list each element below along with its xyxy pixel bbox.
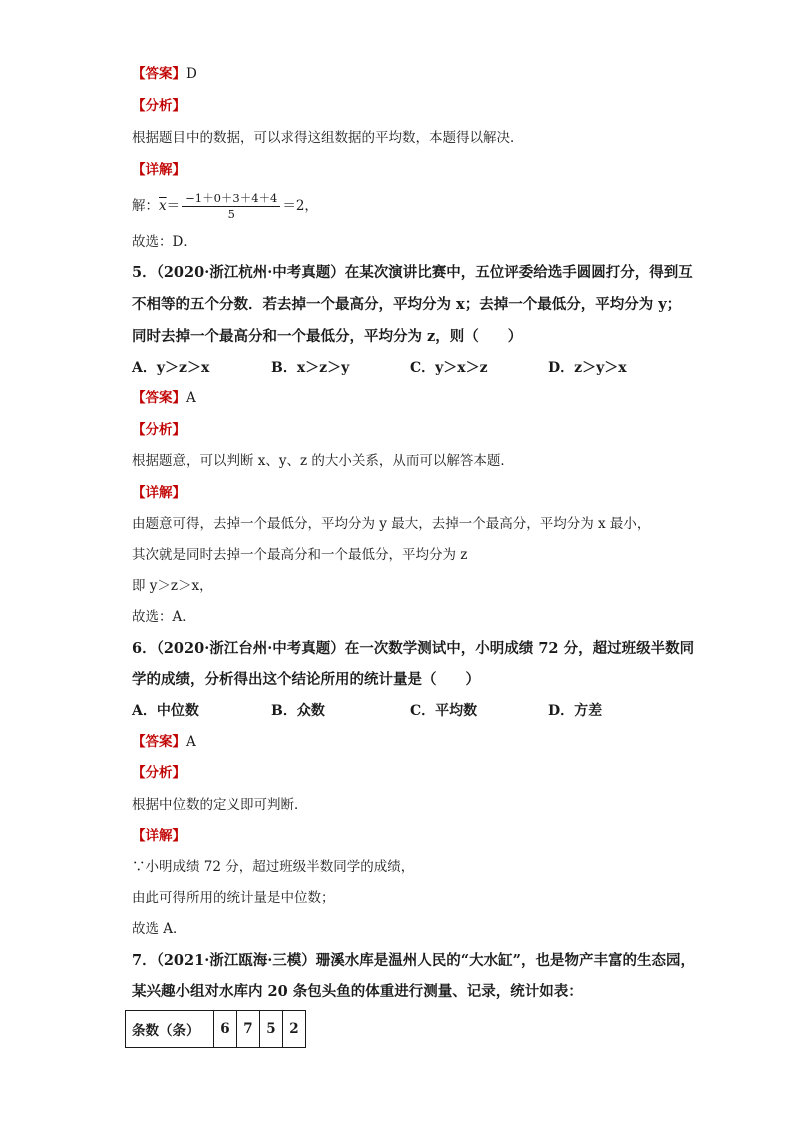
analysis-label: 【分析】 — [132, 422, 186, 438]
fraction-denominator: 5 — [227, 207, 235, 221]
fraction-numerator: −1＋0＋3＋4＋4 — [182, 191, 280, 207]
q5-analysis-text: 根据题意，可以判断 x、y、z 的大小关系，从而可以解答本题． — [132, 453, 514, 469]
table-cell: 6 — [214, 1011, 237, 1048]
q5-detail-line3: 即 y＞z＞x， — [132, 578, 213, 594]
fish-count-table — [125, 1010, 306, 1048]
q6-answer-line — [132, 732, 196, 752]
q6-analysis-label-line — [132, 763, 186, 783]
q5-answer-line — [132, 388, 196, 408]
x-bar-symbol: $\overline{x}$ — [159, 198, 167, 214]
q5-detail-line1: 由题意可得，去掉一个最低分，平均分为 y 最大，去掉一个最高分，平均分为 x 最小， — [132, 516, 651, 532]
q5-option-d: D．z＞y＞x — [548, 360, 627, 376]
answer-label: 【答案】 — [132, 66, 186, 82]
table-cell: 2 — [283, 1011, 306, 1048]
q6-conclusion: 故选 A． — [132, 921, 187, 937]
table-header-cell: 条数（条） — [126, 1011, 214, 1048]
analysis-label: 【分析】 — [132, 765, 186, 781]
solution-prefix: 解： — [132, 198, 159, 214]
q6-option-b: B．众数 — [271, 703, 325, 719]
q5-detail-label-line — [132, 483, 186, 503]
q5-detail-line2: 其次就是同时去掉一个最高分和一个最低分，平均分为 z — [132, 547, 468, 563]
q5-stem-line2: 不相等的五个分数．若去掉一个最高分，平均分为 x；去掉一个最低分，平均分为 y； — [132, 296, 682, 313]
q5-option-b: B．x＞z＞y — [271, 360, 350, 376]
q5-option-c: C．y＞x＞z — [410, 360, 488, 376]
q6-answer-value: A — [186, 734, 196, 750]
table-cell: 7 — [237, 1011, 260, 1048]
q4-detail-label-line — [132, 160, 186, 180]
equals-sign: ＝ — [166, 198, 181, 214]
q5-option-a: A．y＞z＞x — [132, 360, 210, 376]
detail-label: 【详解】 — [132, 485, 186, 501]
q5-stem-line1: 5．（2020·浙江杭州·中考真题）在某次演讲比赛中，五位评委给选手圆圆打分，得到互 — [132, 264, 693, 281]
answer-label: 【答案】 — [132, 390, 186, 406]
q6-stem-line2: 学的成绩，分析得出这个结论所用的统计量是（ ） — [132, 671, 480, 688]
q7-stem-line1: 7．（2021·浙江瓯海·三模）珊溪水库是温州人民的“大水缸”，也是物产丰富的生态园， — [132, 952, 695, 969]
q4-analysis-text: 根据题目中的数据，可以求得这组数据的平均数，本题得以解决． — [132, 130, 524, 146]
q6-stem-line1: 6．（2020·浙江台州·中考真题）在一次数学测试中，小明成绩 72 分，超过班级半数同 — [132, 640, 695, 657]
q4-conclusion: 故选：D． — [132, 234, 197, 250]
detail-label: 【详解】 — [132, 162, 186, 178]
q6-option-c: C．平均数 — [410, 703, 478, 719]
q5-analysis-label-line — [132, 420, 186, 440]
q7-stem-line2: 某兴趣小组对水库内 20 条包头鱼的体重进行测量、记录，统计如表： — [132, 983, 583, 1000]
q6-option-a: A．中位数 — [132, 703, 199, 719]
answer-label: 【答案】 — [132, 734, 186, 750]
analysis-label: 【分析】 — [132, 98, 186, 114]
table-cell: 5 — [260, 1011, 283, 1048]
q6-detail-label-line — [132, 826, 186, 846]
mean-fraction — [182, 191, 280, 222]
q5-answer-value: A — [186, 390, 196, 406]
detail-label: 【详解】 — [132, 828, 186, 844]
q4-answer-value: D — [186, 66, 197, 82]
q5-conclusion: 故选：A． — [132, 609, 196, 625]
table-row — [126, 1011, 306, 1048]
q6-detail-line2: 由此可得所用的统计量是中位数； — [132, 890, 335, 906]
q4-solution-formula — [132, 190, 318, 222]
q6-option-d: D．方差 — [548, 703, 603, 719]
fraction-result: ＝2， — [282, 198, 318, 214]
q4-analysis-label-line — [132, 96, 186, 116]
q5-stem-line3: 同时去掉一个最高分和一个最低分，平均分为 z，则（ ） — [132, 328, 523, 345]
q4-answer-line — [132, 64, 197, 84]
q6-detail-line1: ∵小明成绩 72 分，超过班级半数同学的成绩， — [132, 859, 415, 875]
q6-analysis-text: 根据中位数的定义即可判断． — [132, 797, 308, 813]
